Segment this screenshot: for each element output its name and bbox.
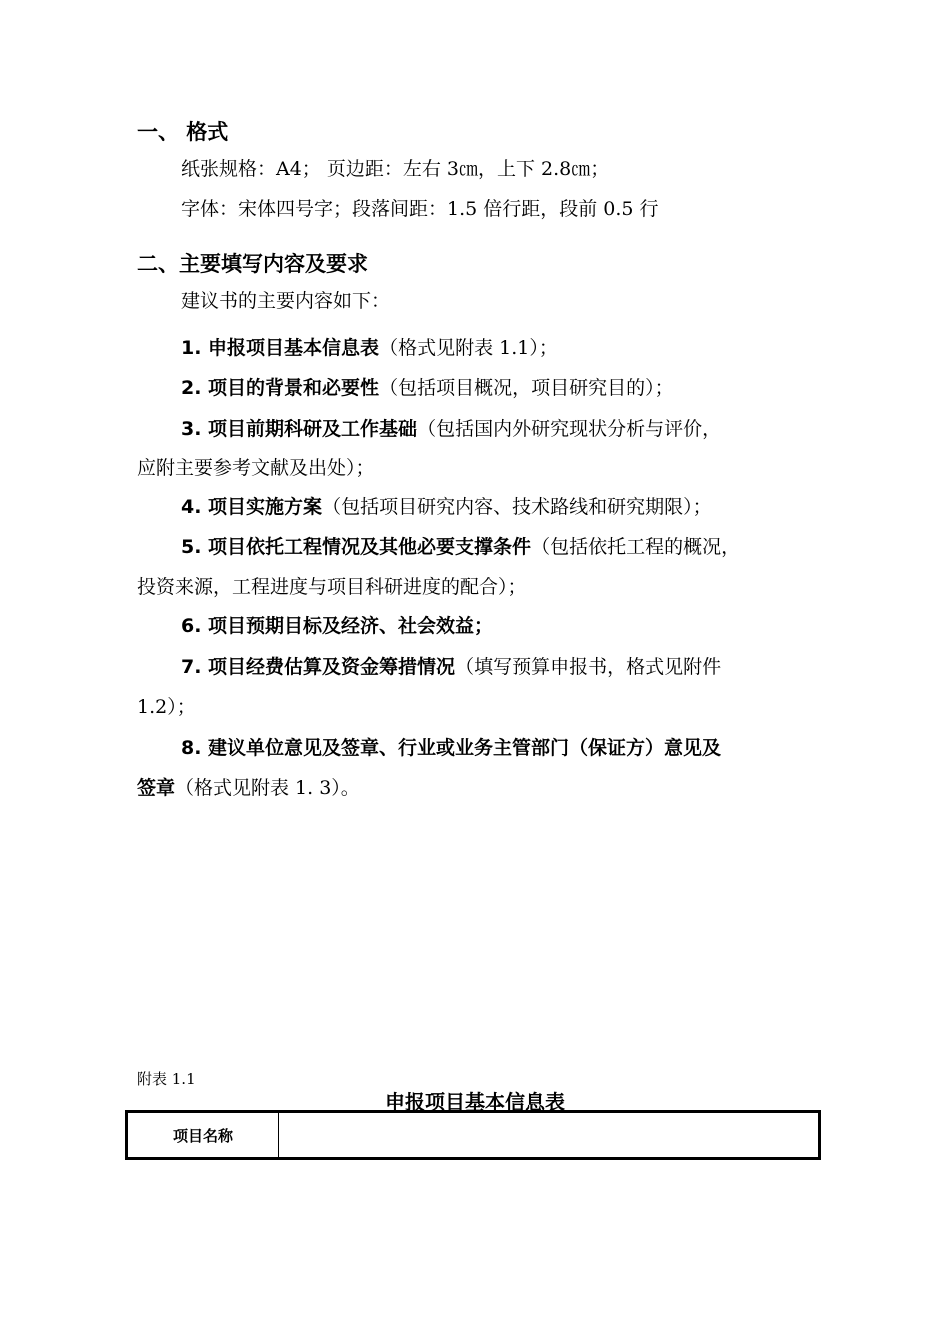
item-7-continuation: 1.2）； xyxy=(137,696,196,718)
item-1-title: 1. 申报项目基本信息表 xyxy=(181,337,380,359)
appendix-note: 附表 1.1 xyxy=(137,1070,196,1088)
item-1-detail: （格式见附表 1.1）； xyxy=(379,337,558,359)
item-5-detail: （包括依托工程的概况， xyxy=(531,536,741,558)
list-item-2 xyxy=(181,376,674,400)
item-8-title: 8. 建议单位意见及签章、行业或业务主管部门（保证方）意见及 xyxy=(181,737,722,759)
item-3-title: 3. 项目前期科研及工作基础 xyxy=(181,418,418,440)
item-8-continuation xyxy=(137,776,360,800)
project-name-label: 项目名称 xyxy=(128,1113,279,1157)
list-item-5 xyxy=(181,535,740,559)
list-item-1 xyxy=(181,336,558,360)
list-item-8 xyxy=(181,736,721,760)
table-title: 申报项目基本信息表 xyxy=(385,1090,565,1114)
item-7-title: 7. 项目经费估算及资金筹措情况 xyxy=(181,656,456,678)
item-4-detail: （包括项目研究内容、技术路线和研究期限）； xyxy=(322,496,712,518)
item-2-detail: （包括项目概况，项目研究目的）； xyxy=(379,377,674,399)
item-4-title: 4. 项目实施方案 xyxy=(181,496,323,518)
intro-text: 建议书的主要内容如下： xyxy=(181,290,391,312)
list-item-4 xyxy=(181,495,712,519)
list-item-3 xyxy=(181,417,721,441)
item-8-continuation-detail: （格式见附表 1. 3）。 xyxy=(175,777,360,799)
item-5-continuation: 投资来源，工程进度与项目科研进度的配合）； xyxy=(137,576,527,598)
list-item-7 xyxy=(181,655,721,679)
section-1-heading: 一、 格式 xyxy=(137,120,229,144)
item-8-continuation-bold: 签章 xyxy=(137,777,176,799)
item-5-title: 5. 项目依托工程情况及其他必要支撑条件 xyxy=(181,536,532,558)
item-2-title: 2. 项目的背景和必要性 xyxy=(181,377,380,399)
section-2-heading: 二、主要填写内容及要求 xyxy=(137,252,368,276)
item-7-detail: （填写预算申报书，格式见附件 xyxy=(455,656,722,678)
list-item-6 xyxy=(181,614,493,638)
project-name-value[interactable] xyxy=(279,1113,818,1157)
item-3-detail: （包括国内外研究现状分析与评价， xyxy=(417,418,722,440)
item-6-title: 6. 项目预期目标及经济、社会效益； xyxy=(181,615,494,637)
item-3-continuation: 应附主要参考文献及出处）； xyxy=(137,457,375,479)
info-table xyxy=(125,1110,821,1160)
font-spec-text: 字体：宋体四号字；段落间距：1.5 倍行距，段前 0.5 行 xyxy=(181,198,659,220)
paper-spec-text: 纸张规格：A4； 页边距：左右 3㎝，上下 2.8㎝； xyxy=(181,158,610,180)
